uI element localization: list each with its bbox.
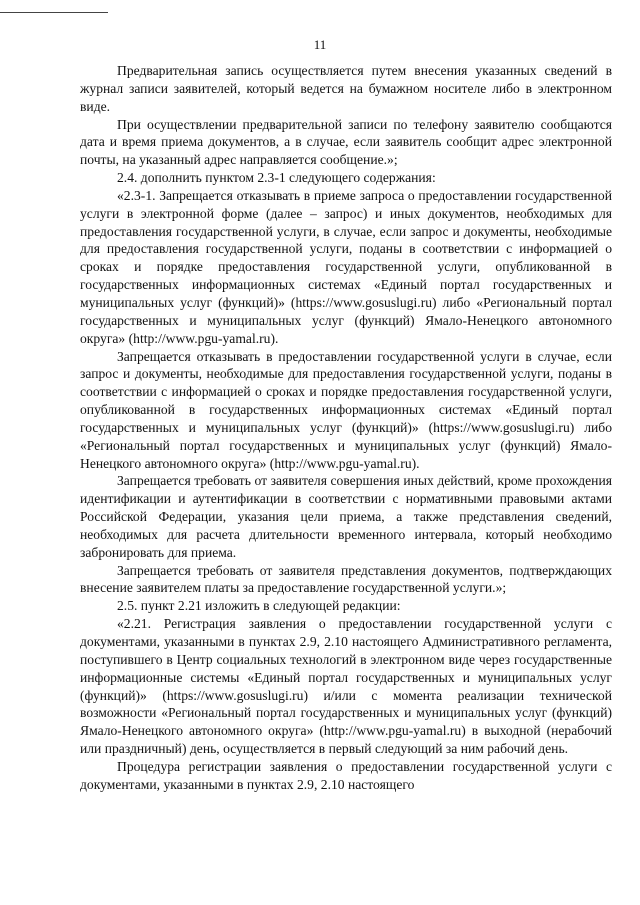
paragraph-preliminary-record: Предварительная запись осуществляется путем внесения указанных сведений в журнал записи заявителей, который ведется на бумажном носителе либо в электронном виде. <box>80 63 612 114</box>
document-body <box>80 62 612 794</box>
paragraph-clause-2-3-1: «2.3-1. Запрещается отказывать в приеме запроса о предоставлении государственной услуги в электронной форме (далее – запрос) и иных документов, необходимых для предоставления государственной услуги, в случае, если запрос и документы, необходимые для предоставления государственной услуги, поданы в соответствии с информацией о сроках и порядке предоставления государственной услуги, опубликованной в государственных информационных системах «Единый портал государственных и муниципальных услуг (функций)» (https://www.gosuslugi.ru) либо «Региональный портал государственных и муниципальных услуг (функций) Ямало-Ненецкого автономного округа» (http://www.pgu-yamal.ru). <box>80 187 612 346</box>
paragraph-actions-prohibition: Запрещается требовать от заявителя совершения иных действий, кроме прохождения идентификации и аутентификации в соответствии с нормативными правовыми актами Российской Федерации, указания цели приема, а также представления сведений, необходимых для расчета длительности временного интервала, который необходимо забронировать для приема. <box>80 473 612 560</box>
paragraph-clause-2-21: «2.21. Регистрация заявления о предоставлении государственной услуги с документами, указанными в пунктах 2.9, 2.10 настоящего Административного регламента, поступившего в Центр социальных технологий в электронном виде через государственные информационные системы «Единый портал государственных и муниципальных услуг (функций)» (https://www.gosuslugi.ru) и/или с момента реализации технической возможности «Региональный портал государственных и муниципальных услуг (функций) Ямало-Ненецкого автономного округа» (http://www.pgu-yamal.ru) в выходной (нерабочий или праздничный) день, осуществляется в первый следующий за ним рабочий день. <box>80 616 612 757</box>
page-number: 11 <box>313 37 327 52</box>
paragraph-payment-prohibition: Запрещается требовать от заявителя представления документов, подтверждающих внесение заявителем платы за предоставление государственной услуги.»; <box>80 562 612 596</box>
paragraph-phone-record: При осуществлении предварительной записи по телефону заявителю сообщаются дата и время приема документов, а в случае, если заявитель сообщит адрес электронной почты, на указанный адрес направляется сообщение.»; <box>80 116 612 168</box>
paragraph-registration-procedure: Процедура регистрации заявления о предоставлении государственной услуги с документами, указанными в пунктах 2.9, 2.10 настоящего <box>80 758 612 792</box>
paragraph-refusal-prohibition: Запрещается отказывать в предоставлении государственной услуги в случае, если запрос и документы, необходимые для предоставления государственной услуги, поданы в соответствии с информацией о сроках и порядке предоставления государственной услуги, опубликованной в государственных информационных системах «Единый портал государственных и муниципальных услуг (функций)» (https://www.gosuslugi.ru) либо «Региональный портал государственных и муниципальных услуг (функций) Ямало-Ненецкого автономного округа» (http://www.pgu-yamal.ru). <box>80 348 612 471</box>
header-rule <box>0 12 108 13</box>
paragraph-item-2-4: 2.4. дополнить пунктом 2.3-1 следующего содержания: <box>117 170 436 186</box>
paragraph-item-2-5: 2.5. пункт 2.21 изложить в следующей редакции: <box>117 598 401 614</box>
